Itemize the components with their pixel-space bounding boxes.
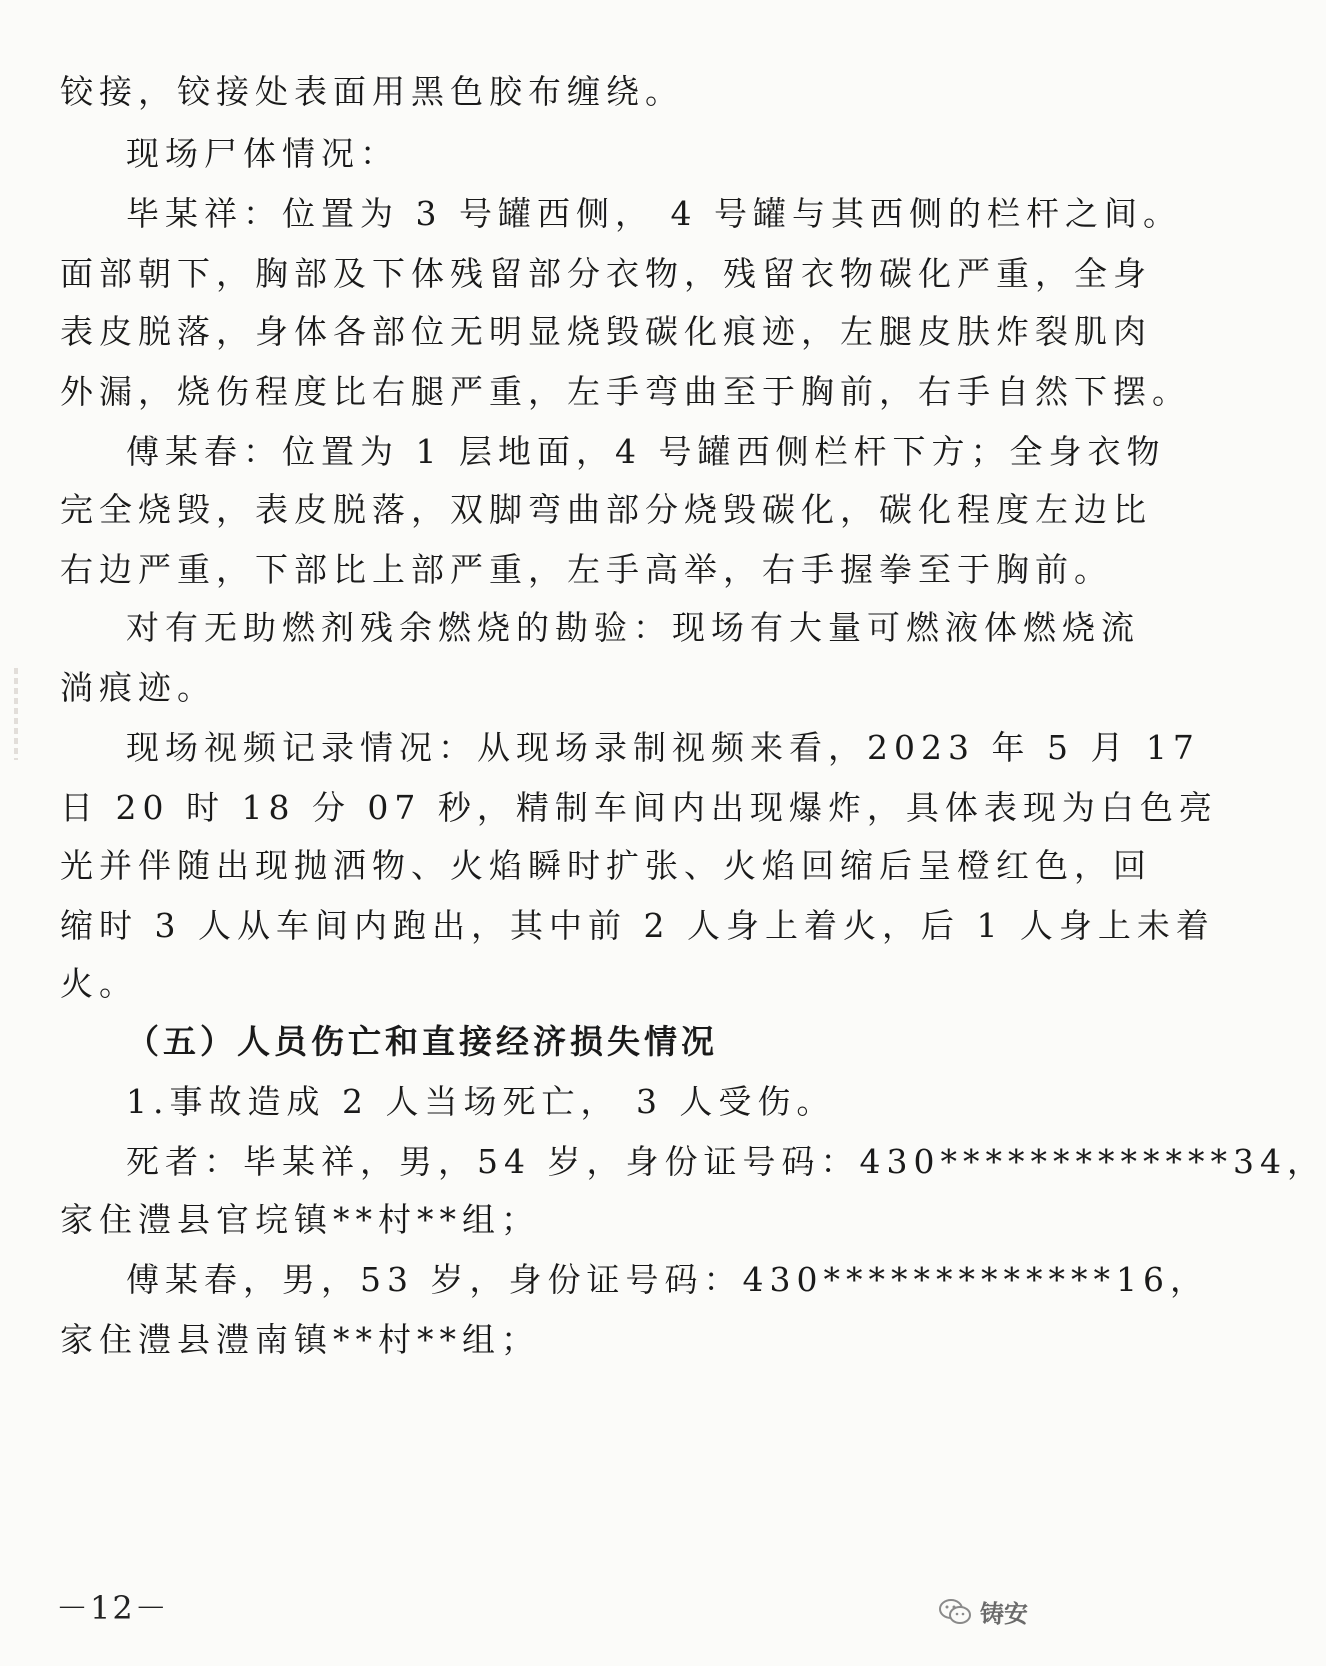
text-line: 现场视频记录情况：从现场录制视频来看，2023 年 5 月 17 [126,728,1200,767]
text-line: 死者：毕某祥，男，54 岁，身份证号码：430*************34， [126,1142,1326,1181]
watermark [938,1594,1028,1629]
text-line: 毕某祥：位置为 3 号罐西侧， 4 号罐与其西侧的栏杆之间。 [126,194,1182,233]
scan-edge-mark [14,668,18,760]
text-line: 光并伴随出现抛洒物、火焰瞬时扩张、火焰回缩后呈橙红色，回 [60,846,1152,885]
text-line: 家住澧县澧南镇**村**组； [60,1320,540,1359]
text-line: 表皮脱落，身体各部位无明显烧毁碳化痕迹，左腿皮肤炸裂肌肉 [60,312,1152,351]
section-label-bodies: 现场尸体情况： [126,134,399,173]
text-line: 面部朝下，胸部及下体残留部分衣物，残留衣物碳化严重，全身 [60,254,1152,293]
text-line: 傅某春：位置为 1 层地面，4 号罐西侧栏杆下方；全身衣物 [126,432,1166,471]
wechat-icon [938,1597,972,1627]
text-line: 缩时 3 人从车间内跑出，其中前 2 人身上着火，后 1 人身上未着 [60,906,1215,945]
text-line: 右边严重，下部比上部严重，左手高举，右手握拳至于胸前。 [60,550,1113,589]
text-line: 对有无助燃剂残余燃烧的勘验：现场有大量可燃液体燃烧流 [126,608,1140,647]
text-line: 日 20 时 18 分 07 秒，精制车间内出现爆炸，具体表现为白色亮 [60,788,1218,827]
text-line: 完全烧毁，表皮脱落，双脚弯曲部分烧毁碳化，碳化程度左边比 [60,490,1152,529]
text-line: 淌痕迹。 [60,668,216,707]
text-line: 1.事故造成 2 人当场死亡， 3 人受伤。 [126,1082,836,1121]
text-line: 火。 [60,964,138,1003]
text-line: 铰接，铰接处表面用黑色胶布缠绕。 [60,72,684,111]
text-line: 家住澧县官垸镇**村**组； [60,1200,540,1239]
text-line: 傅某春，男，53 岁，身份证号码：430*************16， [126,1260,1209,1299]
page-number: －12－ [56,1589,169,1627]
text-line: 外漏，烧伤程度比右腿严重，左手弯曲至于胸前，右手自然下摆。 [60,372,1191,411]
watermark-text: 铸安 [980,1600,1028,1628]
section-heading: （五）人员伤亡和直接经济损失情况 [126,1022,718,1061]
